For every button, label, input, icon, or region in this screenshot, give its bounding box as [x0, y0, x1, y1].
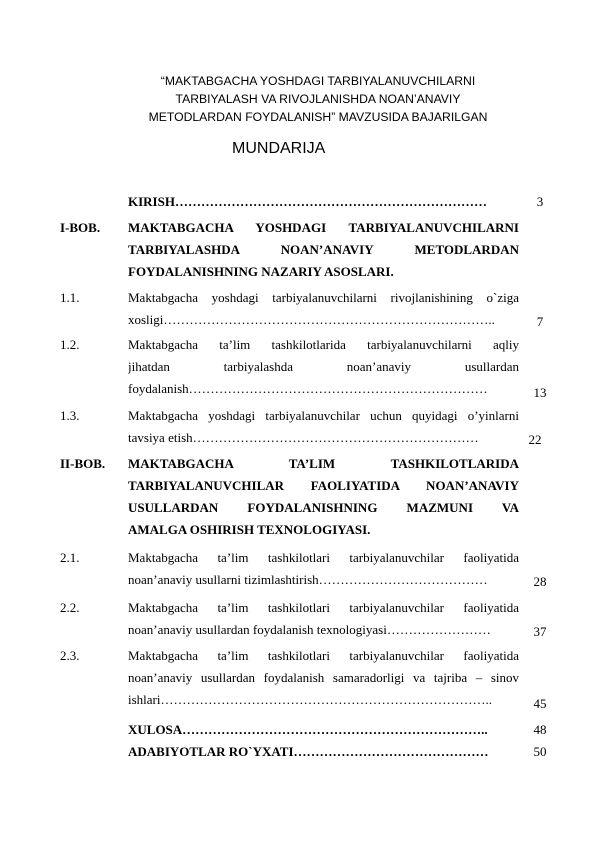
toc-line: TARBIYALANUVCHILAR FAOLIYATIDA NOAN’ANAVIY: [128, 478, 519, 493]
toc-line: noan’anaviy usullardan foydalanish texnologiyasi……………………: [128, 622, 491, 637]
toc-line: MAKTABGACHA YOSHDAGI TARBIYALANUVCHILARNI: [128, 220, 519, 235]
toc-line: Maktabgacha ta’lim tashkilotlarida tarbiyalanuvchilarni aqliy: [128, 337, 519, 352]
title-line: “MAKTABGACHA YOSHDAGI TARBIYALANUVCHILARNI: [160, 74, 476, 88]
toc-page-number: 13: [533, 385, 547, 400]
toc-section-title: [128, 287, 519, 331]
toc-section-number: 1.2.: [60, 337, 80, 352]
toc-chapter-number: I-BOB.: [60, 220, 101, 235]
toc-line: MAKTABGACHA TA’LIM TASHKILOTLARIDA: [128, 456, 519, 471]
toc-line: Maktabgacha yoshdagi tarbiyalanuvchilarni rivojlanishining o`ziga: [128, 290, 519, 305]
toc-page-number: 28: [533, 574, 547, 589]
toc-page-number: 3: [536, 194, 544, 209]
toc-section-title: [128, 645, 519, 711]
toc-section-title: [128, 597, 519, 641]
toc-section-title: [128, 405, 519, 449]
toc-entry-label: KIRISH………………………………………………………………: [128, 194, 487, 209]
toc-section-number: 2.1.: [60, 550, 80, 565]
toc-line: noan’anaviy usullardan foydalanish samaradorligi va tajriba – sinov: [128, 670, 519, 685]
toc-chapter-title: [128, 453, 519, 541]
toc-page-number: 37: [533, 624, 547, 639]
toc-section-number: 2.2.: [60, 600, 80, 615]
title-line: METODLARDAN FOYDALANISH” MAVZUSIDA BAJARILGAN: [148, 110, 488, 124]
toc-line: tavsiya etish…………………………………………………………: [128, 430, 479, 445]
toc-page-number: 22: [528, 432, 542, 447]
toc-line: Maktabgacha ta’lim tashkilotlari tarbiyalanuvchilar faoliyatida: [128, 600, 519, 615]
toc-entry-label: ADABIYOTLAR RO`YXATI………………………………………: [128, 744, 489, 759]
toc-page-number: 7: [536, 314, 544, 329]
toc-line: AMALGA OSHIRISH TEXNOLOGIYASI.: [128, 522, 371, 537]
toc-line: ishlari…………………………………………………………………..: [128, 692, 492, 707]
title-line: TARBIYALASH VA RIVOJLANISHDA NOAN’ANAVIY: [175, 92, 461, 106]
contents-heading: MUNDARIJA: [232, 140, 326, 157]
toc-line: Maktabgacha ta’lim tashkilotlari tarbiyalanuvchilar faoliyatida: [128, 550, 519, 565]
toc-chapter-number: II-BOB.: [60, 456, 106, 471]
toc-line: Maktabgacha yoshdagi tarbiyalanuvchilar uchun quyidagi o’yinlarni: [128, 408, 519, 423]
toc-line: FOYDALANISHNING NAZARIY ASOSLARI.: [128, 264, 394, 279]
toc-line: xosligi…………………………………………………………………..: [128, 312, 495, 327]
toc-page-number: 45: [533, 696, 547, 711]
toc-line: TARBIYALASHDA NOAN’ANAVIY METODLARDAN: [128, 242, 519, 257]
toc-line: USULLARDAN FOYDALANISHNING MAZMUNI VA: [128, 500, 519, 515]
toc-section-title: [128, 547, 519, 591]
toc-page-number: 50: [533, 744, 547, 759]
toc-line: noan’anaviy usullarni tizimlashtirish…………………………………: [128, 572, 488, 587]
toc-section-number: 1.1.: [60, 290, 80, 305]
toc-line: Maktabgacha ta’lim tashkilotlari tarbiyalanuvchilar faoliyatida: [128, 648, 519, 663]
toc-section-title: [128, 334, 519, 400]
toc-line: foydalanish……………………………………………………………: [128, 381, 488, 396]
toc-section-number: 2.3.: [60, 648, 80, 663]
toc-entry-label: XULOSA……………………………………………………………..: [128, 722, 488, 737]
toc-line: jihatdan tarbiyalashda noan’anaviy usullardan: [128, 359, 519, 374]
document-title: [0, 72, 596, 126]
toc-section-number: 1.3.: [60, 408, 80, 423]
toc-page-number: 48: [533, 722, 547, 737]
toc-chapter-title: [128, 217, 519, 283]
